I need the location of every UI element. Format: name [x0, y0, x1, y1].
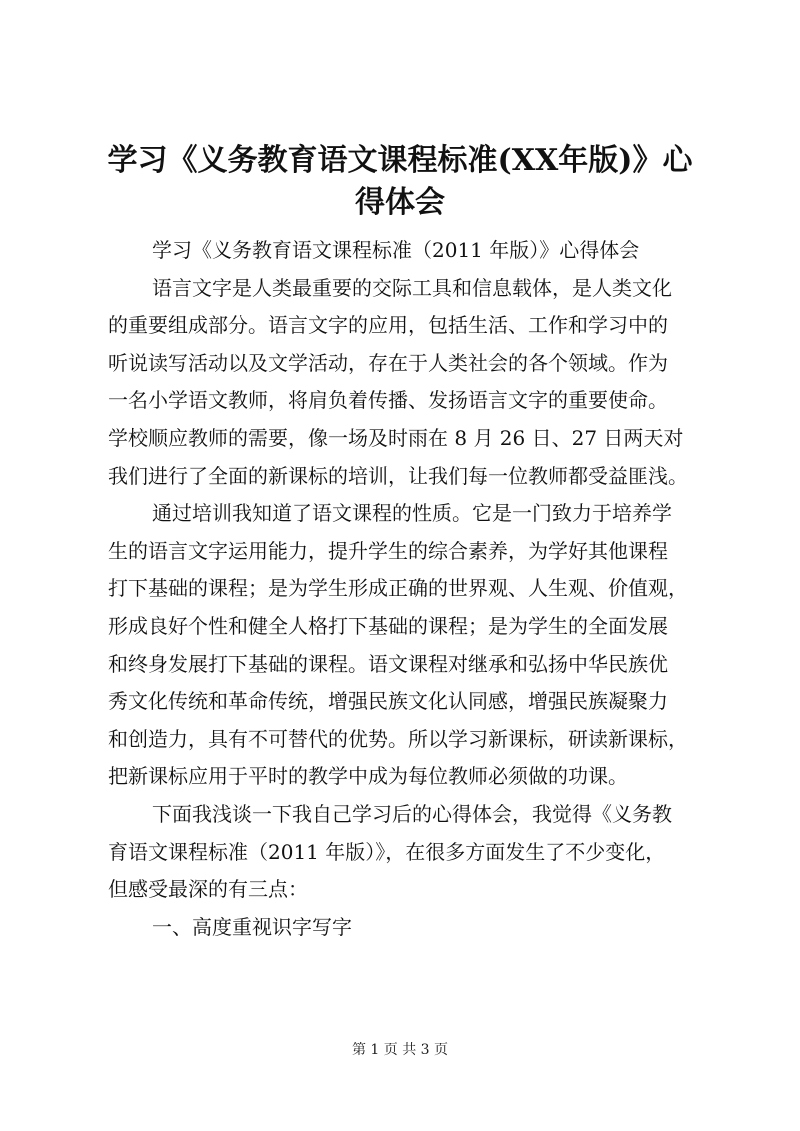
paragraph-2-line-3: 打下基础的课程；是为学生形成正确的世界观、人生观、价值观，: [108, 576, 688, 601]
paragraph-1-line-2: 的重要组成部分。语言文字的应用，包括生活、工作和学习中的: [108, 313, 668, 338]
paragraph-2-line-2: 生的语言文字运用能力，提升学生的综合素养，为学好其他课程: [108, 538, 668, 563]
paragraph-1-line-4: 一名小学语文教师，将肩负着传播、发扬语言文字的重要使命。: [108, 388, 668, 413]
paragraph-2-line-4: 形成良好个性和健全人格打下基础的课程；是为学生的全面发展: [108, 613, 668, 638]
paragraph-3-line-1: 下面我浅谈一下我自己学习后的心得体会，我觉得《义务教: [152, 801, 672, 826]
paragraph-2-line-1: 通过培训我知道了语文课程的性质。它是一门致力于培养学: [152, 501, 672, 526]
section-heading-1: 一、高度重视识字写字: [152, 914, 352, 939]
paragraph-1-line-1: 语言文字是人类最重要的交际工具和信息载体，是人类文化: [152, 275, 672, 300]
page-footer: 第 1 页 共 3 页: [351, 1042, 449, 1058]
paragraph-1-line-3: 听说读写活动以及文学活动，存在于人类社会的各个领域。作为: [108, 350, 668, 375]
document-title: [100, 140, 700, 224]
paragraph-1-line-6: 我们进行了全面的新课标的培训，让我们每一位教师都受益匪浅。: [108, 463, 688, 488]
paragraph-3-line-3: 但感受最深的有三点：: [108, 877, 308, 902]
document-subtitle: 学习《义务教育语文课程标准（2011 年版）》心得体会: [152, 238, 640, 262]
paragraph-1-line-5: 学校顺应教师的需要，像一场及时雨在 8 月 26 日、27 日两天对: [108, 425, 684, 450]
paragraph-2-line-7: 和创造力，具有不可替代的优势。所以学习新课标，研读新课标，: [108, 726, 688, 751]
paragraph-3-line-2: 育语文课程标准（2011 年版）》，在很多方面发生了不少变化，: [108, 839, 666, 864]
paragraph-2-line-5: 和终身发展打下基础的课程。语文课程对继承和弘扬中华民族优: [108, 651, 668, 676]
title-line-1: 学习《义务教育语文课程标准(XX年版)》心: [107, 143, 693, 178]
paragraph-2-line-6: 秀文化传统和革命传统，增强民族文化认同感，增强民族凝聚力: [108, 689, 668, 714]
document-body: [108, 232, 704, 946]
paragraph-2-line-8: 把新课标应用于平时的教学中成为每位教师必须做的功课。: [108, 764, 628, 789]
title-line-2: 得体会: [355, 185, 445, 220]
